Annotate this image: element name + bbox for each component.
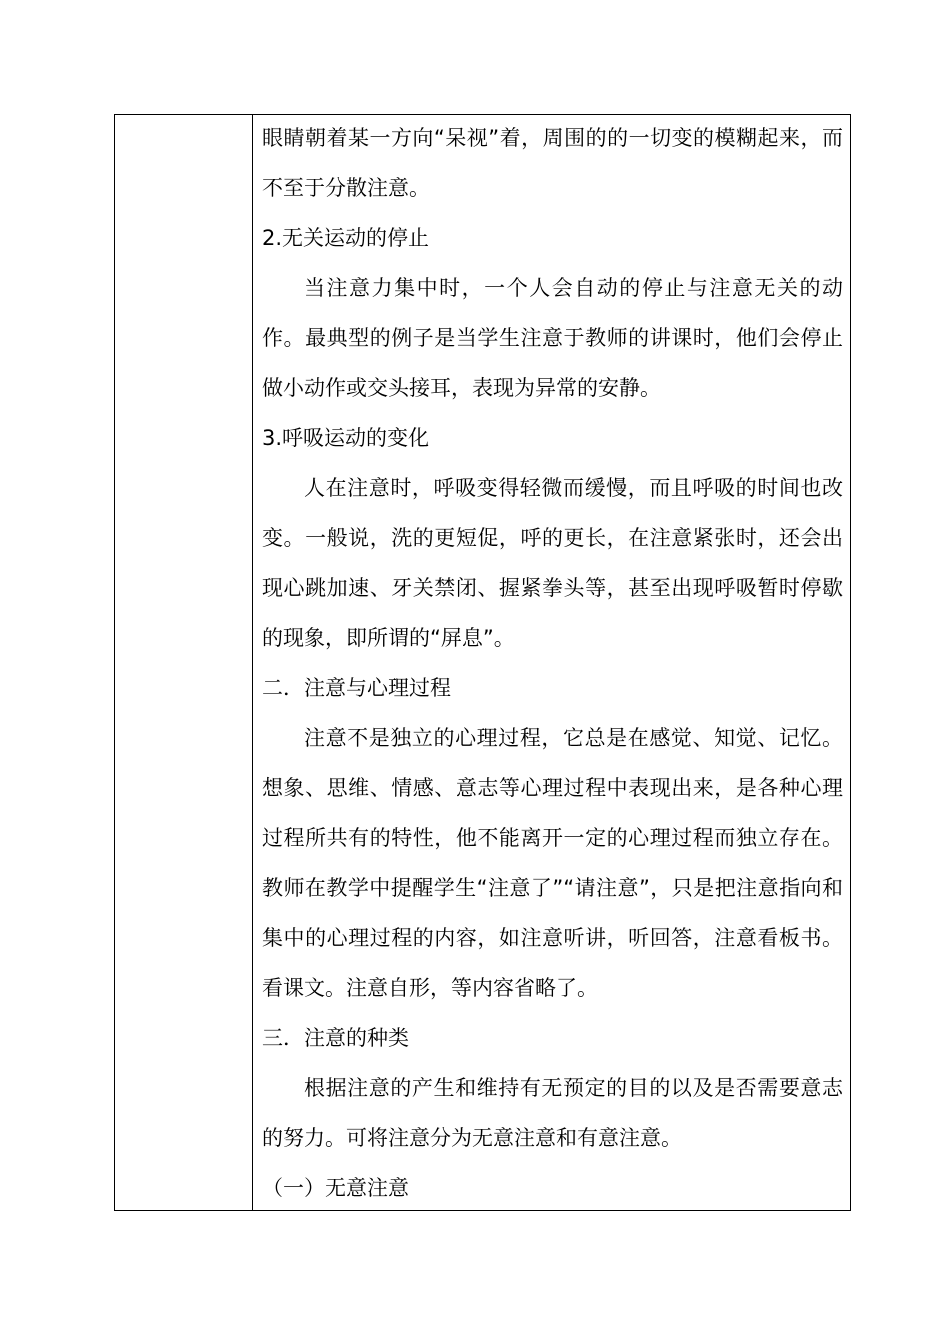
- paragraph-stop-movement: 当注意力集中时，一个人会自动的停止与注意无关的动作。最典型的例子是当学生注意于教师的讲课时，他们会停止做小动作或交头接耳，表现为异常的安静。: [262, 276, 843, 400]
- section-heading-attention-types: 三．注意的种类: [262, 1026, 409, 1050]
- subheading-involuntary-attention: （一）无意注意: [262, 1176, 409, 1200]
- subheading-stop-movement: 2.无关运动的停止: [262, 226, 430, 250]
- subheading-breathing: 3.呼吸运动的变化: [262, 426, 430, 450]
- table-right-cell: [253, 115, 850, 1210]
- document-content: [262, 113, 843, 1213]
- table-left-cell: [115, 115, 253, 1210]
- paragraph-breathing: 人在注意时，呼吸变得轻微而缓慢，而且呼吸的时间也改变。一般说，洗的更短促，呼的更长，在注意紧张时，还会出现心跳加速、牙关禁闭、握紧拳头等，甚至出现呼吸暂时停歇的现象，即所谓的“屏息”。: [262, 476, 843, 650]
- paragraph-attention-types: 根据注意的产生和维持有无预定的目的以及是否需要意志的努力。可将注意分为无意注意和有意注意。: [262, 1076, 843, 1150]
- paragraph-mental-process: 注意不是独立的心理过程，它总是在感觉、知觉、记忆。想象、思维、情感、意志等心理过程中表现出来，是各种心理过程所共有的特性，他不能离开一定的心理过程而独立存在。教师在教学中提醒学生“注意了”“请注意”，只是把注意指向和集中的心理过程的内容，如注意听讲，听回答，注意看板书。看课文。注意自形，等内容省略了。: [262, 726, 843, 1000]
- paragraph-continuation: 眼睛朝着某一方向“呆视”着，周围的的一切变的模糊起来，而不至于分散注意。: [262, 126, 843, 200]
- document-table: [114, 114, 851, 1211]
- section-heading-mental-process: 二．注意与心理过程: [262, 676, 451, 700]
